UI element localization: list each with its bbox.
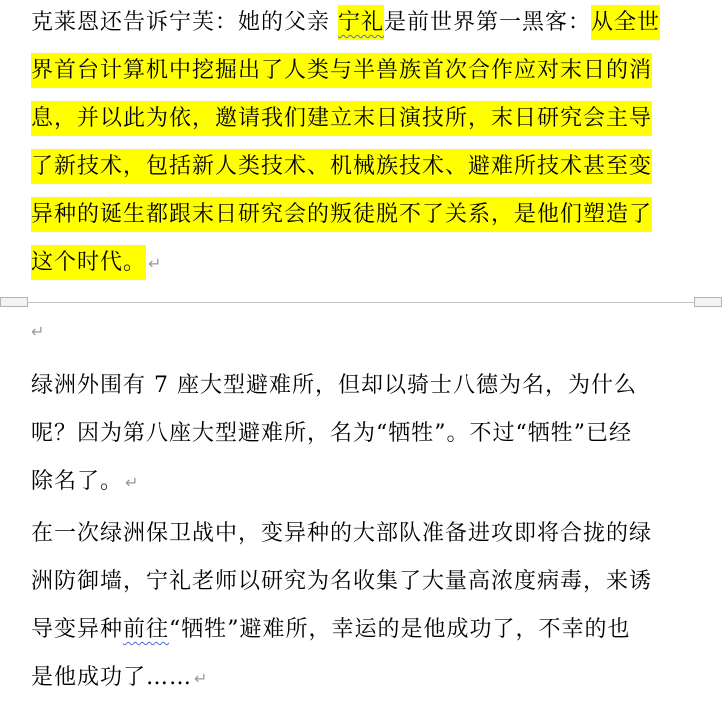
paragraph-mark-icon: ↵ xyxy=(148,254,162,273)
highlighted-text: 息，并以此为依，邀请我们建立末日演技所，末日研究会主导 xyxy=(31,101,652,136)
paragraph-klein-told-ningfu[interactable] xyxy=(31,0,701,287)
text-line: 是他成功了…… ↵ xyxy=(31,665,208,690)
highlighted-text: 了新技术，包括新人类技术、机械族技术、避难所技术甚至变 xyxy=(31,149,652,184)
paragraph-oasis-shelters[interactable] xyxy=(31,362,701,506)
highlighted-text: 异种的诞生都跟末日研究会的叛徒脱不了关系，是他们塑造了 xyxy=(31,197,652,232)
text-line xyxy=(31,191,701,239)
text-line: 洲防御墙，宁礼老师以研究为名收集了大量高浓度病毒，来诱 xyxy=(31,569,653,594)
highlighted-text: 这个时代。 xyxy=(31,245,146,280)
highlighted-text: 从全世 xyxy=(591,5,660,40)
text-line xyxy=(31,47,701,95)
paragraph-oasis-defense-battle[interactable] xyxy=(31,510,701,702)
page-gap-handle-left[interactable] xyxy=(0,297,28,307)
text-line: 绿洲外围有 7 座大型避难所，但却以骑士八德为名，为什么 xyxy=(31,373,637,398)
page-break-rule xyxy=(0,302,722,303)
text-line: 克莱恩还告诉宁芙：她的父亲 宁礼是前世界第一黑客：从全世 xyxy=(31,0,701,47)
page-break-separator[interactable] xyxy=(0,296,722,308)
paragraph-mark-icon: ↵ xyxy=(194,669,208,688)
paragraph-mark-icon: ↵ xyxy=(125,473,139,492)
text-line: 除名了。 ↵ xyxy=(31,469,139,494)
highlighted-text: 界首台计算机中挖掘出了人类与半兽族首次合作应对末日的消 xyxy=(31,53,652,88)
word-spellcheck: 前往 xyxy=(123,617,170,642)
text-line xyxy=(31,239,701,287)
text-line: 在一次绿洲保卫战中，变异种的大部队准备进攻即将合拢的绿 xyxy=(31,521,653,546)
page-gap-handle-right[interactable] xyxy=(694,297,722,307)
paragraph-mark-icon: ↵ xyxy=(31,322,45,341)
text-line: 导变异种前往“牺牲”避难所，幸运的是他成功了，不幸的也 xyxy=(31,617,631,642)
text-line xyxy=(31,143,701,191)
text-line xyxy=(31,95,701,143)
text-line: 呢？因为第八座大型避难所，名为“牺牲”。不过“牺牲”已经 xyxy=(31,421,632,446)
name-ningli-spellcheck: 宁礼 xyxy=(338,5,384,40)
empty-paragraph[interactable] xyxy=(31,322,44,352)
